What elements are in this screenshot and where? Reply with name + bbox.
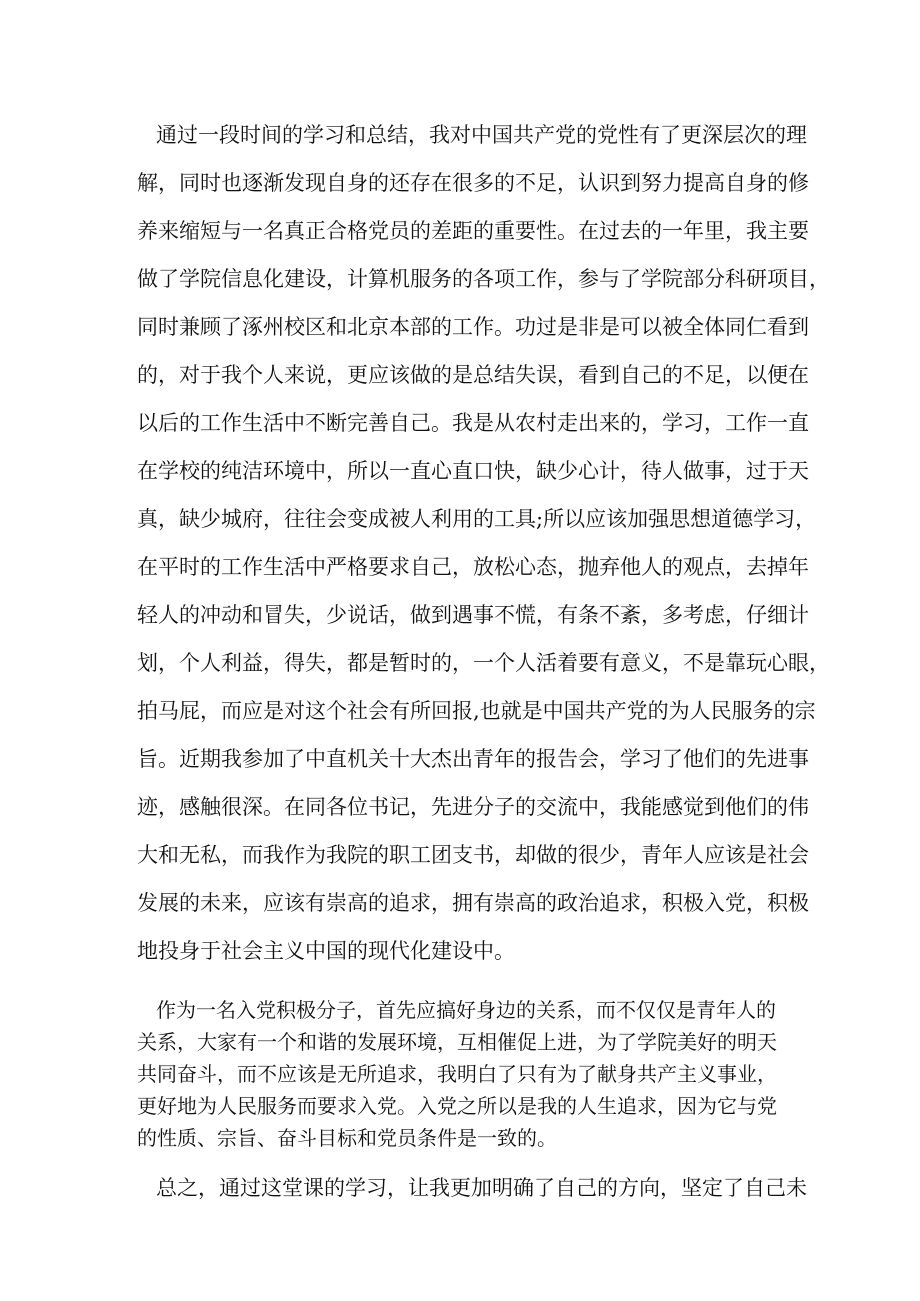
text-line: 作为一名入党积极分子，首先应搞好身边的关系，而不仅仅是青年人的	[156, 998, 776, 1022]
text-line: 拍马屁，而应是对这个社会有所回报,也就是中国共产党的为人民服务的宗	[137, 699, 816, 723]
text-line: 在平时的工作生活中严格要求自己，放松心态，抛弃他人的观点，去掉年	[137, 555, 809, 579]
text-line: 更好地为人民服务而要求入党。入党之所以是我的人生追求，因为它与党	[137, 1094, 777, 1118]
text-line: 大和无私，而我作为我院的职工团支书，却做的很少，青年人应该是社会	[137, 843, 809, 867]
text-line: 轻人的冲动和冒失，少说话，做到遇事不慌，有条不紊，多考虑，仔细计	[137, 603, 809, 627]
text-line: 同时兼顾了涿州校区和北京本部的工作。功过是非是可以被全体同仁看到	[137, 315, 809, 339]
text-line: 解，同时也逐渐发现自身的还存在很多的不足，认识到努力提高自身的修	[137, 171, 809, 195]
text-line: 总之，通过这堂课的学习，让我更加明确了自己的方向，坚定了自己未	[156, 1176, 807, 1200]
text-line: 通过一段时间的学习和总结，我对中国共产党的党性有了更深层次的理	[156, 123, 807, 147]
text-line: 的性质、宗旨、奋斗目标和党员条件是一致的。	[137, 1126, 557, 1150]
text-line: 地投身于社会主义中国的现代化建设中。	[137, 939, 515, 963]
text-line: 的，对于我个人来说，更应该做的是总结失误，看到自己的不足，以便在	[137, 363, 809, 387]
text-line: 在学校的纯洁环境中，所以一直心直口快，缺少心计，待人做事，过于天	[137, 459, 809, 483]
text-line: 真，缺少城府，往往会变成被人利用的工具;所以应该加强思想道德学习，	[137, 507, 817, 531]
text-line: 关系，大家有一个和谐的发展环境，互相催促上进，为了学院美好的明天	[137, 1030, 777, 1054]
text-line: 养来缩短与一名真正合格党员的差距的重要性。在过去的一年里，我主要	[137, 219, 809, 243]
text-line: 做了学院信息化建设，计算机服务的各项工作，参与了学院部分科研项目，	[137, 267, 830, 291]
text-line: 以后的工作生活中不断完善自己。我是从农村走出来的，学习，工作一直	[137, 411, 809, 435]
text-line: 旨。近期我参加了中直机关十大杰出青年的报告会，学习了他们的先进事	[137, 747, 809, 771]
text-line: 划，个人利益，得失，都是暂时的，一个人活着要有意义，不是靠玩心眼，	[137, 651, 830, 675]
text-line: 共同奋斗，而不应该是无所追求，我明白了只有为了献身共产主义事业，	[137, 1062, 777, 1086]
text-line: 发展的未来，应该有崇高的追求，拥有崇高的政治追求，积极入党，积极	[137, 891, 809, 915]
text-line: 迹，感触很深。在同各位书记，先进分子的交流中，我能感觉到他们的伟	[137, 795, 809, 819]
